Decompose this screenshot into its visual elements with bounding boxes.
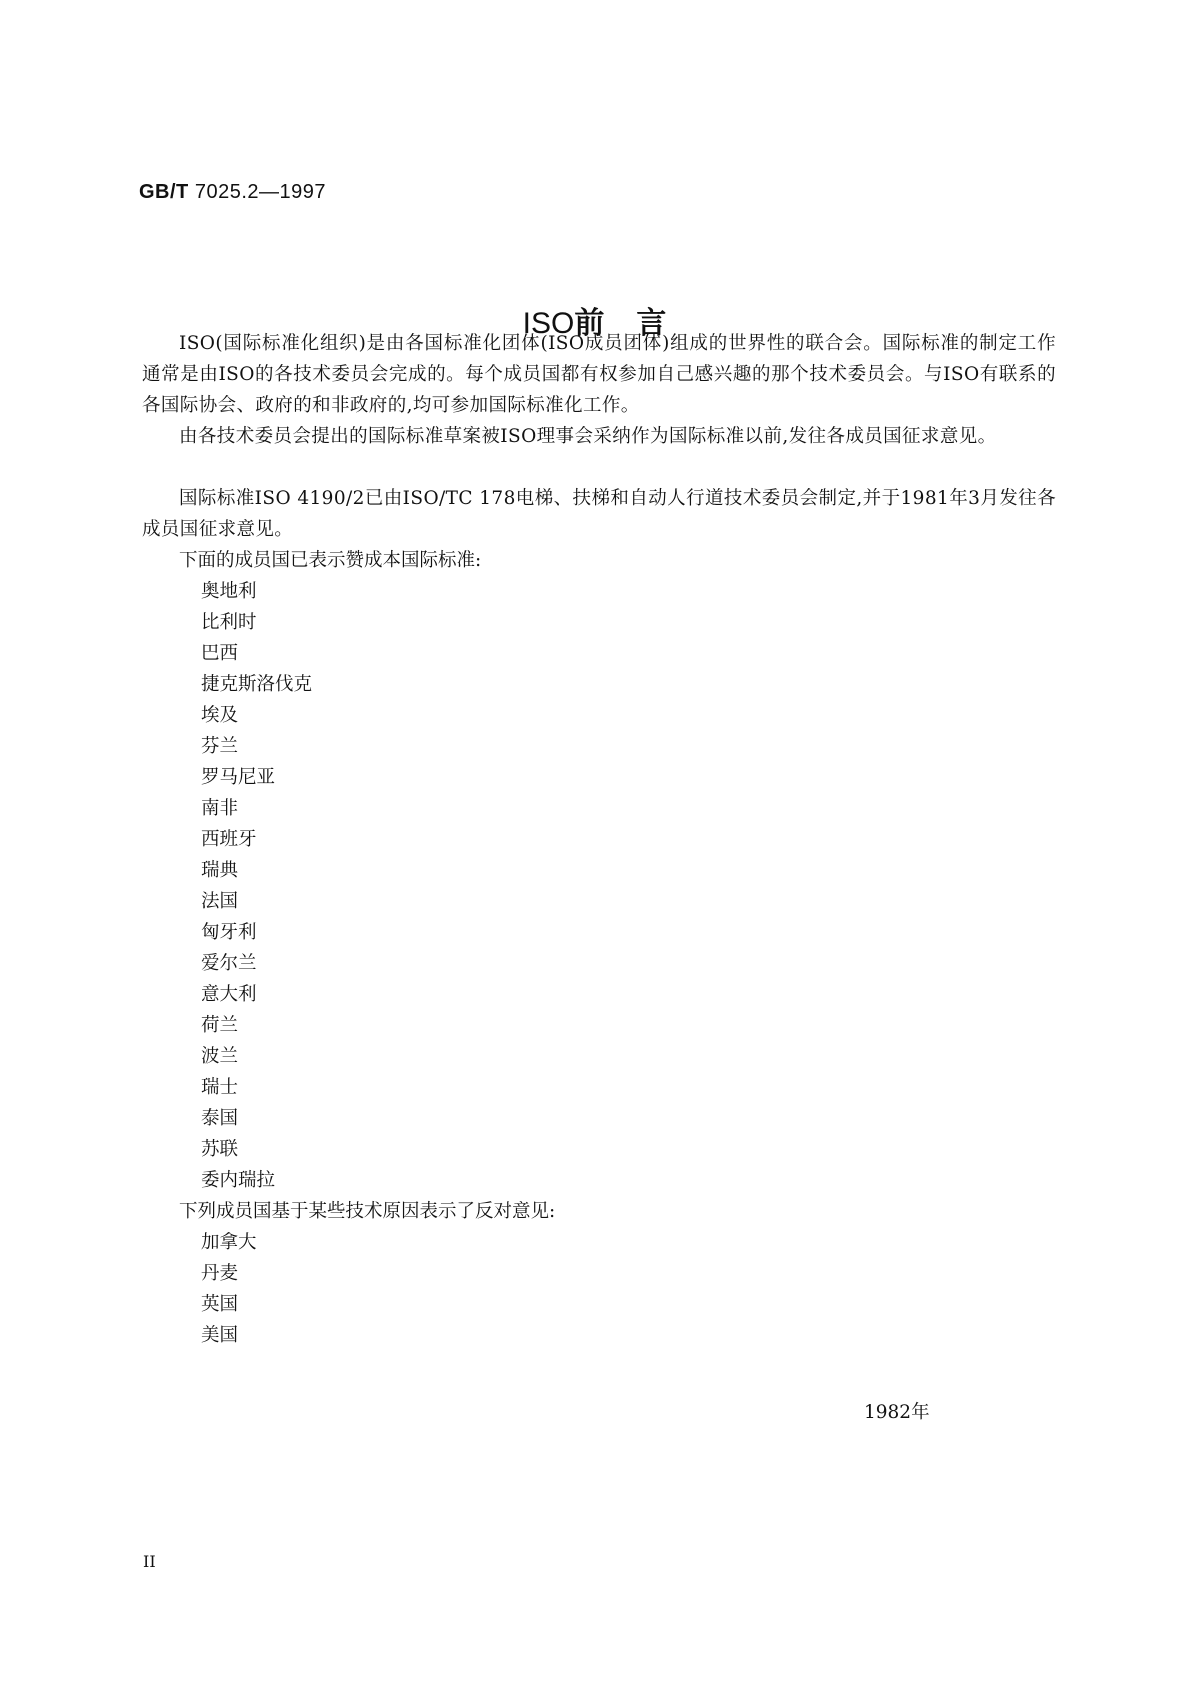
standard-code-number: 7025.2—1997 [194,181,327,203]
approve-country: 爱尔兰 [201,953,257,974]
approve-country: 奥地利 [201,581,257,602]
paragraph-2: 由各技术委员会提出的国际标准草案被ISO理事会采纳作为国际标准以前,发往各成员国征求意见。 [179,426,997,447]
approve-country: 苏联 [201,1139,239,1160]
document-date: 1982年 [864,1402,930,1423]
approve-lead: 下面的成员国已表示赞成本国际标准: [179,550,482,571]
page-title-prefix: ISO [522,307,575,340]
paragraph-1: ISO(国际标准化组织)是由各国标准化团体(ISO成员团体)组成的世界性的联合会。国际标准的制定工作通常是由ISO的各技术委员会完成的。每个成员国都有权参加自己感兴趣的那个技术委员会。与ISO有联系的各国际协会、政府的和非政府的,均可参加国际标准化工作。 [142,333,1056,416]
approve-country: 罗马尼亚 [201,767,276,788]
oppose-country: 加拿大 [201,1232,257,1253]
approve-country: 巴西 [201,643,239,664]
page-number: II [143,1552,156,1571]
approve-country: 法国 [201,891,239,912]
oppose-country-list [201,1227,257,1351]
approve-country: 芬兰 [201,736,239,757]
paragraph-3: 国际标准ISO 4190/2已由ISO/TC 178电梯、扶梯和自动人行道技术委员会制定,并于1981年3月发往各成员国征求意见。 [142,488,1056,540]
oppose-country: 英国 [201,1294,239,1315]
approve-country: 瑞典 [201,860,239,881]
page-title-char-2: 言 [636,306,669,341]
page-title-char-1: 前 [574,306,607,341]
approve-country: 委内瑞拉 [201,1170,276,1191]
approve-country: 意大利 [201,984,257,1005]
oppose-country: 美国 [201,1325,239,1346]
approve-country-list [201,576,312,1196]
approve-country: 西班牙 [201,829,257,850]
standard-code [139,181,326,204]
approve-country: 荷兰 [201,1015,239,1036]
oppose-lead: 下列成员国基于某些技术原因表示了反对意见: [179,1201,556,1222]
approve-country: 瑞士 [201,1077,239,1098]
standard-code-prefix: GB/T [139,181,189,203]
approve-country: 南非 [201,798,239,819]
oppose-country: 丹麦 [201,1263,239,1284]
approve-country: 泰国 [201,1108,239,1129]
approve-country: 波兰 [201,1046,239,1067]
approve-country: 比利时 [201,612,257,633]
approve-country: 捷克斯洛伐克 [201,674,313,695]
approve-country: 埃及 [201,705,239,726]
approve-country: 匈牙利 [201,922,257,943]
